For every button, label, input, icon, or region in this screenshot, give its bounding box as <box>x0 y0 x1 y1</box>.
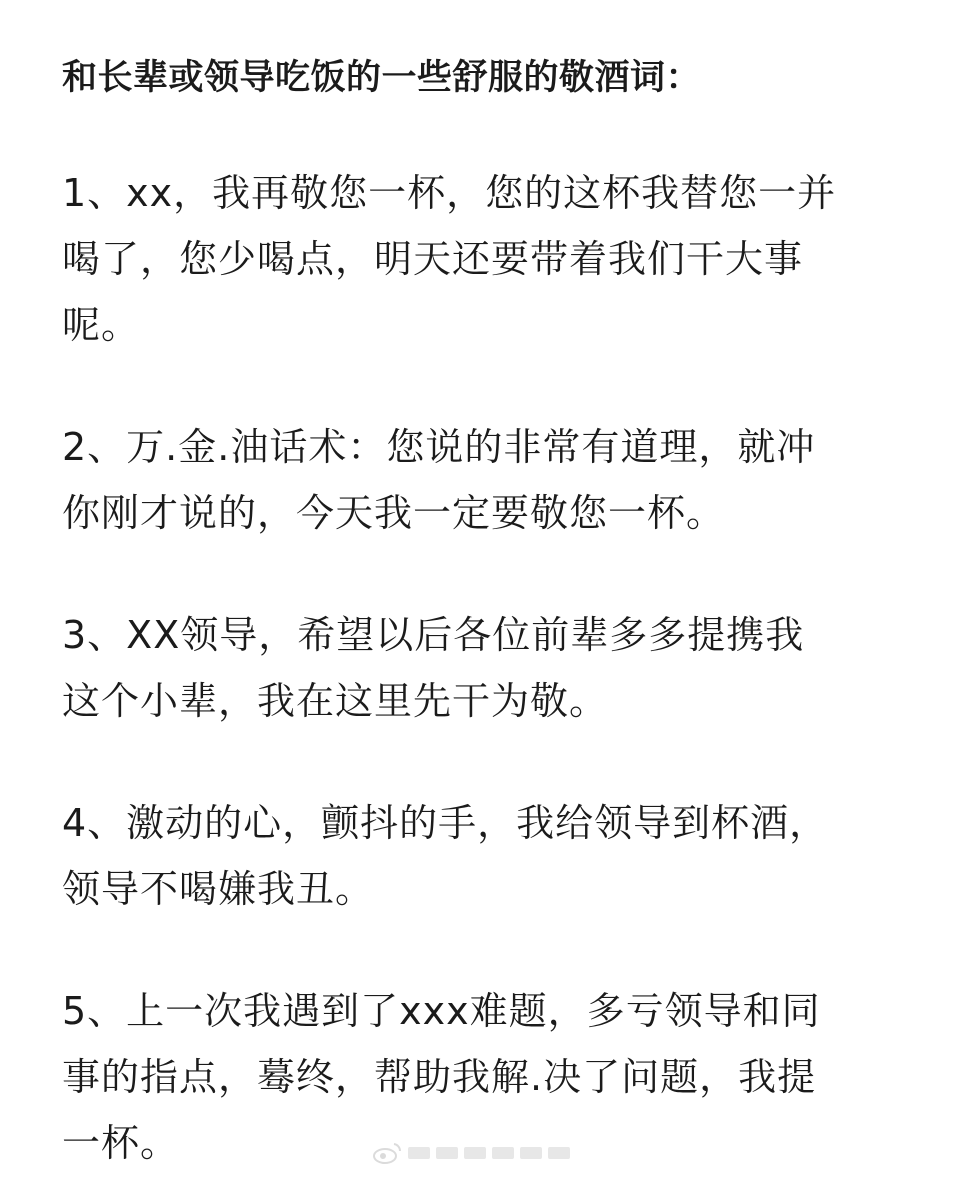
toast-item-3-line-1: 3、XX领导，希望以后各位前辈多多提携我 <box>62 613 805 657</box>
page-title: 和长辈或领导吃饭的一些舒服的敬酒词： <box>62 58 702 98</box>
toast-item-3 <box>62 602 890 734</box>
toast-item-4 <box>62 790 890 922</box>
toast-item-1-line-3: 呢。 <box>62 303 141 347</box>
toast-item-4-line-1: 4、激动的心，颤抖的手，我给领导到杯酒， <box>62 801 829 845</box>
weibo-watermark-icon <box>372 1140 578 1166</box>
toast-item-2-line-1: 2、万.金.油话术：您说的非常有道理，就冲 <box>62 425 816 469</box>
toast-item-1 <box>62 160 890 358</box>
toast-item-4-line-2: 领导不喝嫌我丑。 <box>62 867 375 911</box>
toast-item-2 <box>62 414 890 546</box>
toast-item-1-line-1: 1、xx，我再敬您一杯，您的这杯我替您一并 <box>62 171 837 215</box>
toast-item-5-line-3: 一杯。 <box>62 1121 180 1165</box>
toast-item-2-line-2: 你刚才说的，今天我一定要敬您一杯。 <box>62 491 726 535</box>
weibo-logo-icon <box>372 1141 402 1165</box>
toast-item-5-line-1: 5、上一次我遇到了xxx难题，多亏领导和同 <box>62 989 821 1033</box>
toast-item-3-line-2: 这个小辈，我在这里先干为敬。 <box>62 679 609 723</box>
toast-item-5-line-2: 事的指点，蓦终，帮助我解.决了问题，我提 <box>62 1055 817 1099</box>
toast-item-1-line-2: 喝了，您少喝点，明天还要带着我们干大事 <box>62 237 804 281</box>
watermark-text-shape <box>408 1143 578 1163</box>
